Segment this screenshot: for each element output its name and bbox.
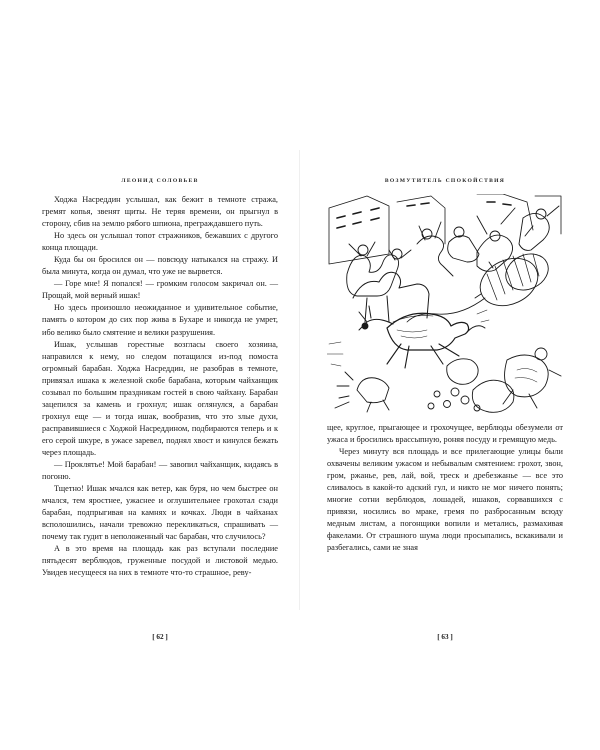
running-head-right: ВОЗМУТИТЕЛЬ СПОКОЙСТВИЯ [384, 178, 506, 184]
paragraph: — Проклятье! Мой барабан! — завопил чайханщик, кидаясь в погоню. [42, 460, 278, 482]
right-page-text [327, 422, 563, 555]
paragraph: А в это время на площадь как раз вступали последние пятьдесят верблюдов, груженные посудой и листовой медью. Увидев несущееся на них в темноте что-то страшное, реву- [42, 544, 278, 578]
running-head-left: ЛЕОНИД СОЛОВЬЕВ [121, 178, 199, 184]
illustration-donkey-drum [327, 194, 563, 416]
page-number-right: [ 63 ] [437, 633, 453, 641]
paragraph: Куда бы он бросился он — повсюду натыкался на стражу. И была минута, когда он думал, что уже не вырвется. [42, 255, 278, 277]
left-page-text [42, 194, 278, 580]
paragraph: Но здесь он услышал топот стражников, бежавших с другого конца площади. [42, 231, 278, 253]
gutter [299, 150, 300, 610]
paragraph: Тщетно! Ишак мчался как ветер, как буря, но чем быстрее он мчался, тем яростнее, ужаснее и оглушительнее грохотал сзади барабан, подпрыгивая на камнях и кочках. Люди в чайханах всполошились, начали тревожно перекликаться, спрашивать — почему так гудит в неположенный час барабан, что случилось? [42, 484, 278, 542]
right-page [327, 160, 563, 641]
paragraph: Ишак, услышав горестные возгласы своего хозяина, направился к нему, но следом потащился из-под помоста огромный барабан. Ходжа Насреддин, не разобрав в темноте, привязал ишака к железной скобе барабана, которым чайханщик созывал по большим праздникам гостей в свою чайхану. Барабан зацепился за камень и грохнул; ишак оглянулся, а барабан грохнул еще — и тогда ишак, вообразив, что это злые духи, расправившиеся с Ходжой Насреддином, подбираются теперь и к его серой шкуре, в ужасе заревел, поднял хвост и кинулся бежать через площадь. [42, 339, 278, 457]
left-page [42, 160, 278, 641]
page-number-left: [ 62 ] [152, 633, 168, 641]
paragraph: Ходжа Насреддин услышал, как бежит в темноте стража, гремят копья, звенят щиты. Не теряя времени, он прыгнул в сторону, сбив на землю рябого шпиона, преграждавшего путь. [42, 195, 278, 229]
paragraph: Но здесь произошло неожиданное и удивительное событие, память о котором до сих пор жива в Бухаре и никогда не умрет, ибо велико было смятение и велики разрушения. [42, 303, 278, 337]
paragraph: щее, круглое, прыгающее и грохочущее, верблюды обезумели от ужаса и бросились врассыпную, роняя посуду и гремящую медь. [327, 423, 563, 445]
paragraph: Через минуту вся площадь и все прилегающие улицы были охвачены великим ужасом и небывалым смятением: грохот, звон, гром, ржанье, рев, лай, вой, треск и дребезжанье — все это сливалось в какой-то адский гул, и никто не мог ничего понять; многие сотни верблюдов, лошадей, ишаков, сорвавшихся с привязи, носились во мраке, гремя по разбросанным всюду медным листам, а погонщики вопили и метались, размахивая факелами. От страшного шума люди просыпались, вскакивали и разбегались, сами не зная [327, 447, 563, 553]
paragraph: — Горе мне! Я попался! — громким голосом закричал он. — Прощай, мой верный ишак! [42, 279, 278, 301]
